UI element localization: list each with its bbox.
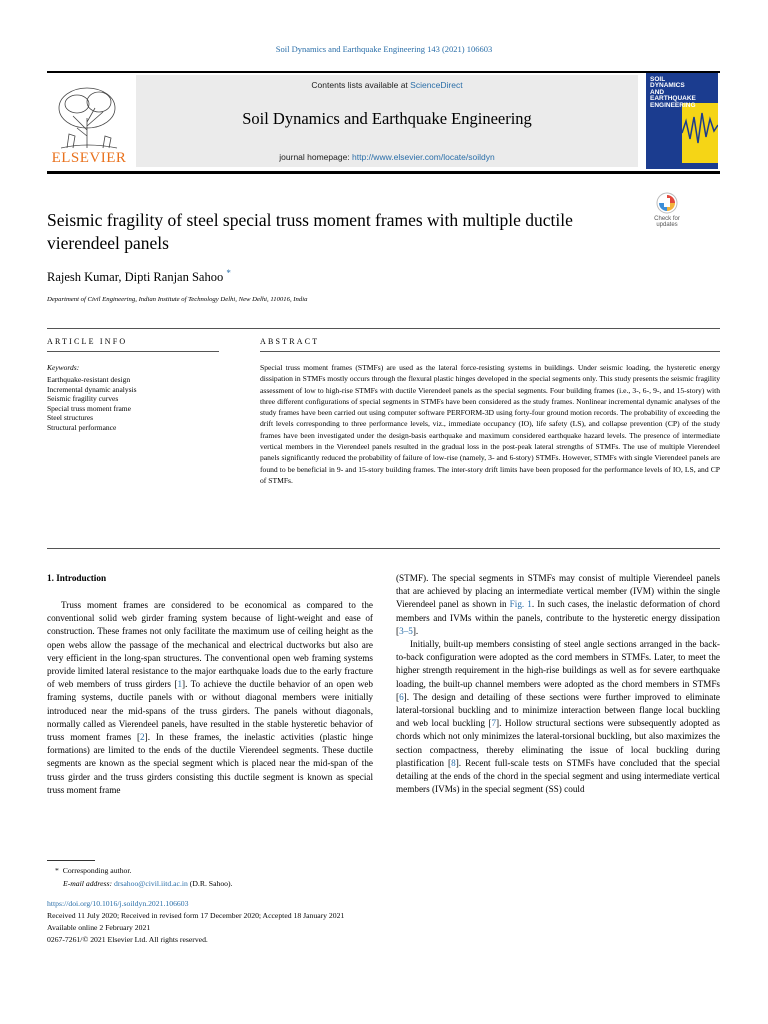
info-top-rule xyxy=(47,328,720,329)
received-dates: Received 11 July 2020; Received in revised form 17 December 2020; Accepted 18 January 2021 xyxy=(47,911,345,920)
email-link[interactable]: drsahoo@civil.iitd.ac.in xyxy=(113,879,188,888)
header-top-rule xyxy=(47,71,720,73)
right-column xyxy=(396,572,720,796)
citation-ref-link[interactable]: 1 xyxy=(177,679,183,690)
corresponding-author-note: * Corresponding author. xyxy=(55,866,132,875)
citation-ref-link[interactable]: 7 xyxy=(491,718,497,729)
check-for-updates-badge[interactable] xyxy=(648,192,686,228)
sciencedirect-link[interactable]: ScienceDirect xyxy=(410,80,463,90)
journal-name: Soil Dynamics and Earthquake Engineering xyxy=(242,109,532,128)
abstract-bottom-rule xyxy=(47,548,720,549)
article-info-heading: ARTICLE INFO xyxy=(47,337,128,346)
left-column xyxy=(47,599,373,797)
email-line: E-mail address: drsahoo@civil.iitd.ac.in (D.R. Sahoo). xyxy=(63,879,233,888)
citation-ref-link[interactable]: 6 xyxy=(399,691,404,702)
keyword-item: Steel structures xyxy=(47,413,94,422)
paragraph: Truss moment frames are considered to be economical as compared to the conventional solid web girder framing system because of light-weight and ease of construction. These frames not only facilitate the maximum use of ceiling height as the open webs allow the passage of the mechanical and electrical ductworks but also are very efficient in the long-span structures. The conventional open web framing systems provide limited lateral resistance to the major earthquake loads due to the early fracture of web members of truss girders [1]. To achieve the ductile behavior of an open web framing systems, ductile panels with or without diagonal members were initially introduced near the mid-spans of the truss girders. The panels without diagonals, normally called as Vierendeel panels, have resulted in the stable hysteretic behavior of truss moment frames [2]. In these frames, the inelastic activities (plastic hinge formations) are limited to the ends of the ductile Vierendeel segments. These ductile segments are known as the special segment which is placed near the mid-span of the truss girder and the truss girders consisting this ductile segment is known as special truss moment frame xyxy=(47,600,374,795)
check-updates-icon xyxy=(656,192,678,214)
doi-link[interactable]: https://doi.org/10.1016/j.soildyn.2021.106603 xyxy=(47,899,189,908)
citation-ref-link[interactable]: 2 xyxy=(140,732,145,743)
keyword-item: Structural performance xyxy=(47,422,117,432)
keyword-item: Incremental dynamic analysis xyxy=(47,384,137,394)
keyword-item: Earthquake-resistant design xyxy=(47,375,131,384)
available-online: Available online 2 February 2021 xyxy=(47,923,151,932)
keyword-item: Special truss moment frame xyxy=(47,403,131,413)
info-heading-rule xyxy=(47,351,219,352)
check-updates-label: Check for updates xyxy=(654,216,680,228)
header-bottom-rule xyxy=(47,171,720,174)
homepage-line: journal homepage: http://www.elsevier.com/locate/soildyn xyxy=(279,152,495,162)
corresponding-author-mark[interactable]: * xyxy=(226,268,231,278)
citation-ref-link[interactable]: 8 xyxy=(451,757,456,768)
journal-homepage-link[interactable]: http://www.elsevier.com/locate/soildyn xyxy=(352,152,495,162)
contents-line: Contents lists available at ScienceDirect xyxy=(311,80,463,90)
paragraph: (STMF). The special segments in STMFs may consist of multiple Vierendeel panels that are achieved by placing an intermediate vertical member (IVM) within the single Vierendeel panel as shown in Fig. 1. In such cases, the inelastic deformation of chord members and IVMs within the panels, contribute to the hysteretic energy dissipation [3–5]. xyxy=(396,573,720,636)
journal-citation[interactable]: Soil Dynamics and Earthquake Engineering 143 (2021) 106603 xyxy=(275,44,493,54)
figure-ref-link[interactable]: Fig. 1 xyxy=(509,599,532,610)
footnote-rule xyxy=(47,860,95,861)
section-heading-introduction: 1. Introduction xyxy=(47,573,107,583)
cover-title: SOIL DYNAMICS AND EARTHQUAKE ENGINEERING xyxy=(650,76,696,109)
copyright: 0267-7261/© 2021 Elsevier Ltd. All rights reserved. xyxy=(47,935,208,944)
affiliation: Department of Civil Engineering, Indian Institute of Technology Delhi, New Delhi, 110016, India xyxy=(47,296,308,303)
keyword-item: Seismic fragility curves xyxy=(47,394,119,403)
abstract-text: Special truss moment frames (STMFs) are used as the lateral force-resisting systems in buildings. Under seismic loading, the hysteretic energy dissipation in STMFs mostly occurs through the flexural plastic hinges developed in the special segments only. This study presents the seismic fragility assessment of low to high-rise STMFs with ductile Vierendeel panels as the special segments. Four building frames (i.e., 3-, 6-, 9-, and 15-story) with three different configurations of special segments in STMFs have been considered as the study frames. Nonlinear incremental dynamic analyses of the study frames have been carried out using computer software PERFORM-3D using forty-four ground motion records. The probability of exceeding the drift levels corresponding to three performance levels, viz., immediate occupancy (IO), life safety (LS), and collapse prevention (CP) of the study frames have been investigated under the design-basis earthquake and maximum considered earthquake hazard levels. The presence of intermediate vertical members in the Vierendeel panels resulted in the gradual loss in the post-peak lateral strengths of STMFs. The use of multiple Vierendeel panels significantly reduced the probability of failure of low-rise (namely, 3- and 6-story) STMFs. However, STMFs with single Vierendeel panels are found to be beneficial in 9- and 15-story building frames. The inter-story drift limits have been proposed for the performance levels of IO, LS, and CP of STMFs. xyxy=(260,363,720,485)
article-title: Seismic fragility of steel special truss moment frames with multiple ductile vierendeel panels xyxy=(47,210,573,253)
citation-ref-link[interactable]: 3–5 xyxy=(399,625,413,636)
publisher-logo-text: ELSEVIER xyxy=(51,150,127,166)
author-list: Rajesh Kumar, Dipti Ranjan Sahoo * xyxy=(47,268,231,285)
keyword-list xyxy=(47,375,137,432)
abstract-heading: ABSTRACT xyxy=(260,337,320,346)
paragraph: Initially, built-up members consisting of steel angle sections arranged in the back-to-back configuration were adopted as the cord members in STMFs. Later, to meet the higher strength requirement in the high-rise buildings as well as for severe earthquake loading, the built-up channel members were adopted as the chord members in STMFs [6]. The design and detailing of these sections were further improved to eliminate lateral-torsional buckling and to minimize interaction between flange local buckling and web local buckling [7]. Hollow structural sections were subsequently adopted as chords which not only minimizes the lateral-torsional buckling, but also maximizes the section compactness, thereby eliminating the issue of local buckling during plastification [8]. Recent full-scale tests on STMFs have concluded that the special detailing at the ends of the chord in the special segment and using intermediate vertical members (IVMs) in the special segment (SS) could xyxy=(396,639,721,795)
journal-cover-thumbnail[interactable] xyxy=(646,73,718,169)
abstract-heading-rule xyxy=(260,351,720,352)
keywords-label: Keywords: xyxy=(47,363,80,372)
